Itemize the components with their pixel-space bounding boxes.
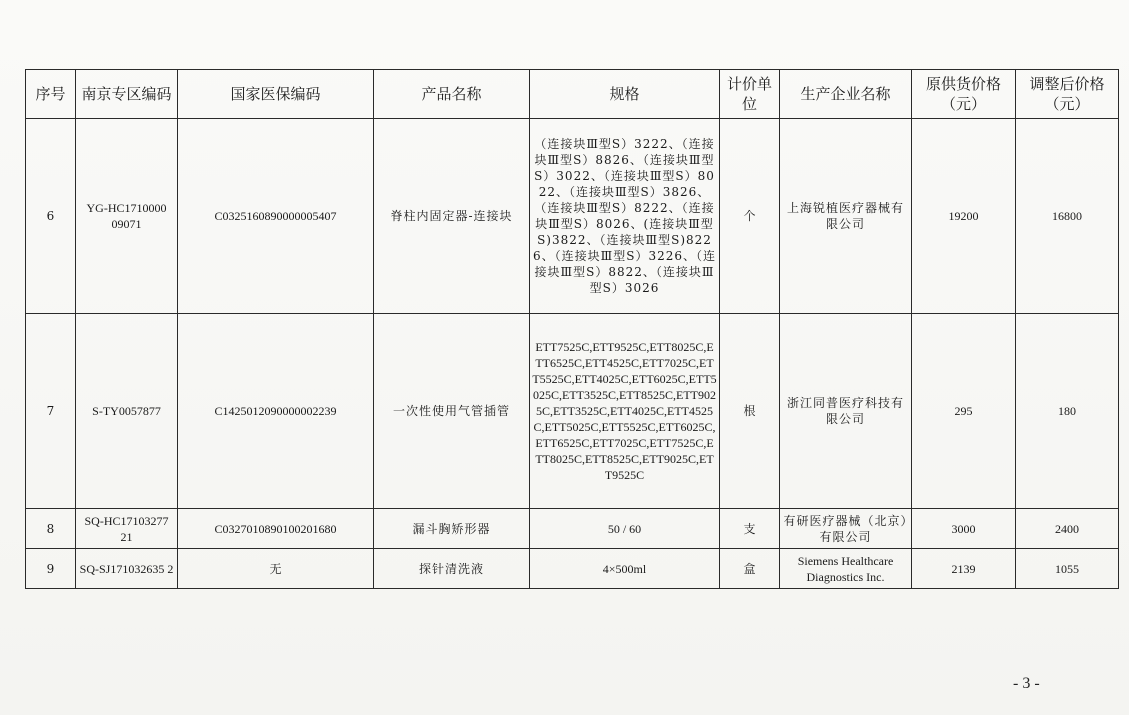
cell-manufacturer: 有研医疗器械（北京）有限公司 bbox=[780, 509, 912, 549]
header-national-code: 国家医保编码 bbox=[178, 70, 374, 119]
header-product-name: 产品名称 bbox=[374, 70, 530, 119]
cell-nanjing-code: SQ-SJ171032635 2 bbox=[76, 549, 178, 589]
cell-spec: （连接块Ⅲ型S）3222、（连接块Ⅲ型S）8826、（连接块Ⅲ型S）3022、（连接块Ⅲ型S）8022、（连接块Ⅲ型S）3826、（连接块Ⅲ型S）8222、（连接块Ⅲ型S）8026、(连接块Ⅲ型S)3822、（连接块Ⅲ型S)8226、（连接块Ⅲ型S）3226、（连接块Ⅲ型S）8822、（连接块Ⅲ型S）3026 bbox=[530, 119, 720, 314]
cell-product-name: 脊柱内固定器-连接块 bbox=[374, 119, 530, 314]
cell-new-price: 1055 bbox=[1016, 549, 1119, 589]
cell-product-name: 漏斗胸矫形器 bbox=[374, 509, 530, 549]
cell-new-price: 2400 bbox=[1016, 509, 1119, 549]
header-seq: 序号 bbox=[26, 70, 76, 119]
cell-spec: 50 / 60 bbox=[530, 509, 720, 549]
cell-seq: 8 bbox=[26, 509, 76, 549]
header-orig-price: 原供货价格（元） bbox=[912, 70, 1016, 119]
table-row bbox=[26, 509, 1119, 549]
header-manufacturer: 生产企业名称 bbox=[780, 70, 912, 119]
cell-unit: 个 bbox=[720, 119, 780, 314]
cell-spec: ETT7525C,ETT9525C,ETT8025C,ETT6525C,ETT4525C,ETT7025C,ETT5525C,ETT4025C,ETT6025C,ETT5025C,ETT3525C,ETT8525C,ETT9025C,ETT3525C,ETT4025C,ETT4525C,ETT5025C,ETT5525C,ETT6025C,ETT6525C,ETT7025C,ETT7525C,ETT8025C,ETT8525C,ETT9025C,ETT9525C bbox=[530, 314, 720, 509]
table-row bbox=[26, 119, 1119, 314]
cell-seq: 6 bbox=[26, 119, 76, 314]
cell-national-code: C1425012090000002239 bbox=[178, 314, 374, 509]
cell-nanjing-code: SQ-HC17103277 21 bbox=[76, 509, 178, 549]
table-body bbox=[26, 119, 1119, 589]
cell-manufacturer: 浙江同普医疗科技有限公司 bbox=[780, 314, 912, 509]
cell-unit: 支 bbox=[720, 509, 780, 549]
cell-orig-price: 2139 bbox=[912, 549, 1016, 589]
cell-orig-price: 19200 bbox=[912, 119, 1016, 314]
cell-new-price: 16800 bbox=[1016, 119, 1119, 314]
cell-nanjing-code: S-TY0057877 bbox=[76, 314, 178, 509]
table-row bbox=[26, 314, 1119, 509]
cell-product-name: 一次性使用气管插管 bbox=[374, 314, 530, 509]
page-number: - 3 - bbox=[1013, 675, 1040, 692]
cell-product-name: 探针清洗液 bbox=[374, 549, 530, 589]
header-unit: 计价单位 bbox=[720, 70, 780, 119]
cell-seq: 7 bbox=[26, 314, 76, 509]
cell-national-code: 无 bbox=[178, 549, 374, 589]
header-row bbox=[26, 70, 1119, 119]
cell-manufacturer: 上海锐植医疗器械有限公司 bbox=[780, 119, 912, 314]
cell-unit: 盒 bbox=[720, 549, 780, 589]
header-spec: 规格 bbox=[530, 70, 720, 119]
cell-national-code: C0327010890100201680 bbox=[178, 509, 374, 549]
table-header bbox=[26, 70, 1119, 119]
price-adjustment-table bbox=[25, 69, 1119, 589]
cell-orig-price: 295 bbox=[912, 314, 1016, 509]
table-row bbox=[26, 549, 1119, 589]
header-nanjing-code: 南京专区编码 bbox=[76, 70, 178, 119]
header-new-price: 调整后价格（元） bbox=[1016, 70, 1119, 119]
cell-nanjing-code: YG-HC1710000 09071 bbox=[76, 119, 178, 314]
cell-unit: 根 bbox=[720, 314, 780, 509]
cell-new-price: 180 bbox=[1016, 314, 1119, 509]
cell-spec: 4×500ml bbox=[530, 549, 720, 589]
cell-manufacturer: Siemens Healthcare Diagnostics Inc. bbox=[780, 549, 912, 589]
cell-seq: 9 bbox=[26, 549, 76, 589]
cell-national-code: C0325160890000005407 bbox=[178, 119, 374, 314]
cell-orig-price: 3000 bbox=[912, 509, 1016, 549]
